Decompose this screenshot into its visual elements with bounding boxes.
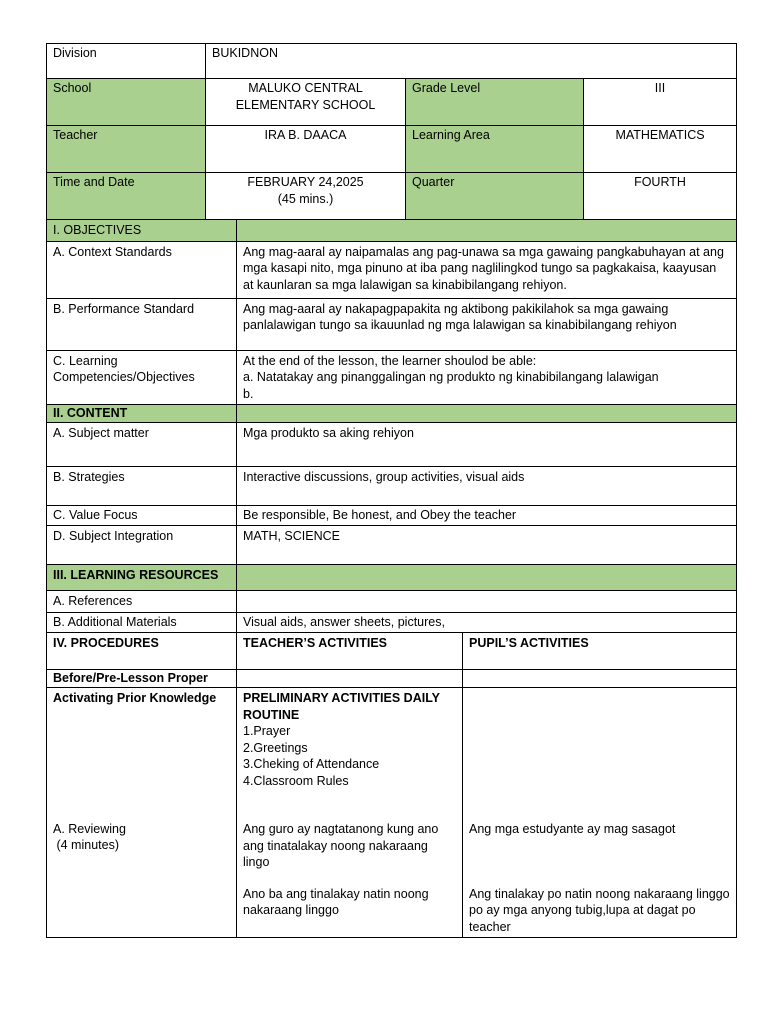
grade-level-value: III <box>584 79 737 126</box>
subject-matter-value: Mga produkto sa aking rehiyon <box>237 423 737 467</box>
routine-item: 4.Classroom Rules <box>243 773 349 788</box>
references-value <box>237 591 737 613</box>
routine-item: 2.Greetings <box>243 740 308 755</box>
competencies-value: At the end of the lesson, the learner shoulod be able: a. Natatakay ang pinanggalingan ng produkto ng kinabibilangang lalawigan b. <box>237 350 737 405</box>
grade-level-label: Grade Level <box>406 79 584 126</box>
pupil-activities-heading: PUPIL’S ACTIVITIES <box>463 633 737 670</box>
teacher-review-question: Ang guro ay nagtatanong kung ano ang tinatalakay noong nakaraang lingo <box>243 822 439 869</box>
resources-heading: III. LEARNING RESOURCES <box>47 565 237 591</box>
context-standards-label: A. Context Standards <box>47 241 237 298</box>
additional-materials-value: Visual aids, answer sheets, pictures, <box>237 613 737 633</box>
competencies-label: C. Learning Competencies/Objectives <box>47 350 237 405</box>
division-label: Division <box>47 44 206 79</box>
learning-area-label: Learning Area <box>406 126 584 173</box>
reviewing-label: A. Reviewing <box>53 821 126 836</box>
time-date-value: FEBRUARY 24,2025 (45 mins.) <box>206 173 406 220</box>
performance-standard-value: Ang mag-aaral ay nakapagpapakita ng aktibong pakikilahok sa mga gawaing panlalawigan tungo sa ikauunlad ng mga lalawigan sa kinabibilangang rehiyon <box>237 298 737 350</box>
reviewing-time: (4 minutes) <box>53 838 119 852</box>
context-standards-value: Ang mag-aaral ay naipamalas ang pag-unawa sa mga gawaing pangkabuhayan at ang mga kasapi nito, mga pinuno at iba pang naglilingkod tungo sa pagkakaisa, kaayusan at kaunlaran sa mga lalawigan sa kinabibilangang rehiyon. <box>237 241 737 298</box>
value-focus-label: C. Value Focus <box>47 506 237 526</box>
routine-item: 3.Cheking of Attendance <box>243 757 380 771</box>
strategies-label: B. Strategies <box>47 467 237 506</box>
pupil-response-2: Ang tinalakay po natin noong nakaraang linggo po ay mga anyong tubig,lupa at dagat po teacher <box>469 886 730 934</box>
school-value: MALUKO CENTRAL ELEMENTARY SCHOOL <box>206 79 406 126</box>
teacher-label: Teacher <box>47 126 206 173</box>
references-label: A. References <box>47 591 237 613</box>
teacher-activities-heading: TEACHER’S ACTIVITIES <box>237 633 463 670</box>
pupil-activities-cell <box>463 688 737 938</box>
teacher-value: IRA B. DAACA <box>206 126 406 173</box>
school-label: School <box>47 79 206 126</box>
teacher-review-prompt: Ano ba ang tinalakay natin noong nakaraang linggo <box>243 886 429 917</box>
teacher-activities-cell <box>237 688 463 938</box>
resources-heading-fill <box>237 565 737 591</box>
division-value: BUKIDNON <box>206 44 737 79</box>
objectives-heading-fill <box>237 220 737 242</box>
activating-label: Activating Prior Knowledge <box>53 691 217 705</box>
strategies-value: Interactive discussions, group activities, visual aids <box>237 467 737 506</box>
learning-area-value: MATHEMATICS <box>584 126 737 173</box>
before-lesson-teacher <box>237 670 463 688</box>
before-lesson-pupil <box>463 670 737 688</box>
additional-materials-label: B. Additional Materials <box>47 613 237 633</box>
subject-integration-value: MATH, SCIENCE <box>237 526 737 565</box>
content-heading-fill <box>237 405 737 423</box>
routine-item: 1.Prayer <box>243 724 291 738</box>
activating-cell <box>47 688 237 938</box>
objectives-heading: I. OBJECTIVES <box>47 220 237 242</box>
content-heading: II. CONTENT <box>47 405 237 423</box>
header-table <box>46 43 737 220</box>
before-lesson-label: Before/Pre-Lesson Proper <box>47 670 237 688</box>
value-focus-value: Be responsible, Be honest, and Obey the teacher <box>237 506 737 526</box>
pupil-response-1: Ang mga estudyante ay mag sasagot <box>469 822 676 836</box>
quarter-value: FOURTH <box>584 173 737 220</box>
quarter-label: Quarter <box>406 173 584 220</box>
preliminary-heading: PRELIMINARY ACTIVITIES DAILY ROUTINE <box>243 691 440 722</box>
lesson-table <box>46 219 737 938</box>
performance-standard-label: B. Performance Standard <box>47 298 237 350</box>
time-date-label: Time and Date <box>47 173 206 220</box>
subject-matter-label: A. Subject matter <box>47 423 237 467</box>
subject-integration-label: D. Subject Integration <box>47 526 237 565</box>
procedures-heading: IV. PROCEDURES <box>47 633 237 670</box>
